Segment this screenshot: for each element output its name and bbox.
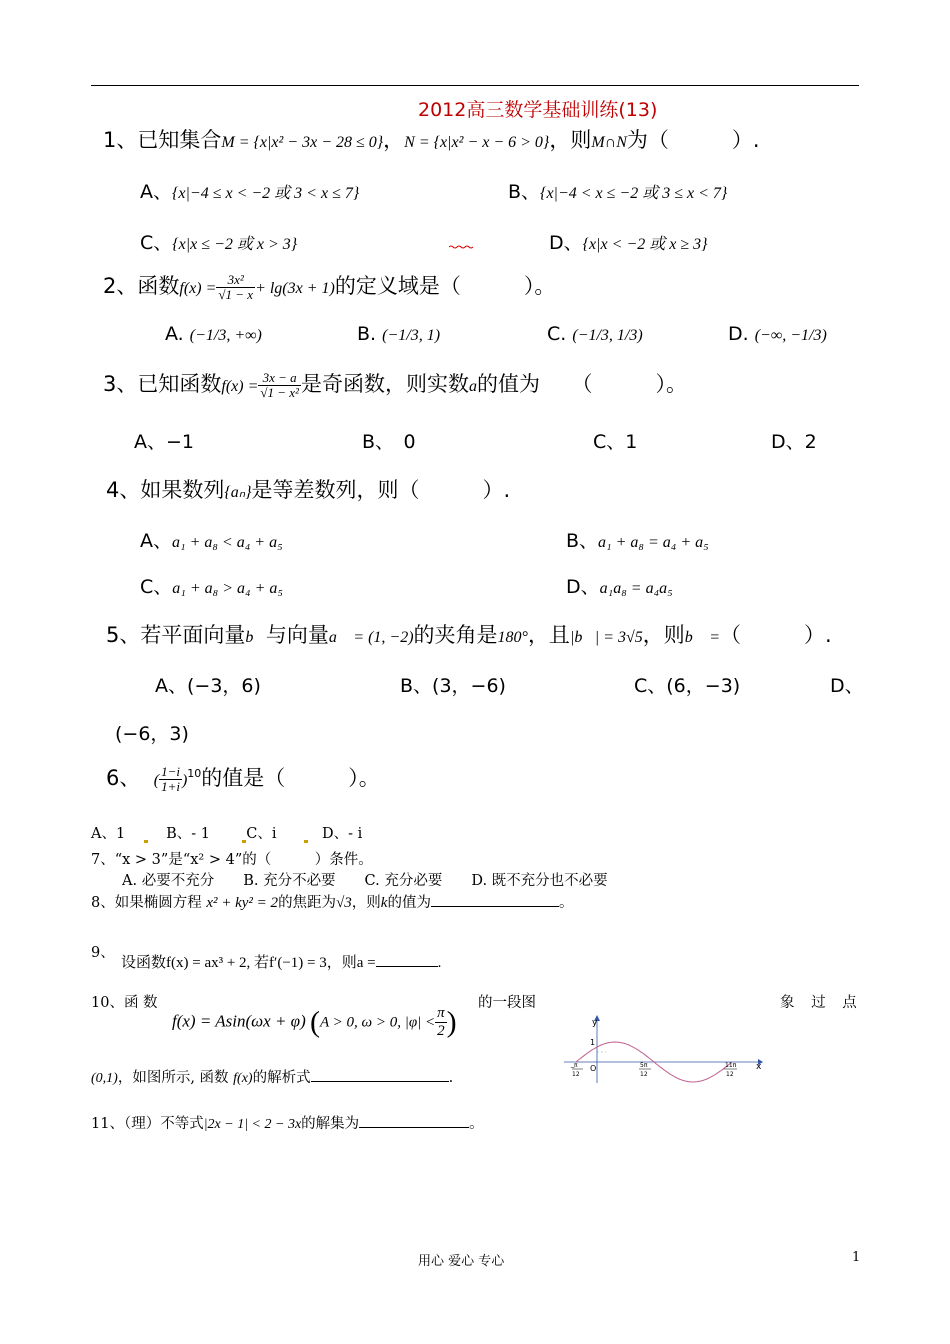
q2-pre: 函数 xyxy=(137,274,180,298)
q1-option-d-label: D、 xyxy=(549,232,583,254)
q2-option-d xyxy=(728,323,827,345)
question-9 xyxy=(121,951,441,972)
header-rule xyxy=(91,85,859,86)
sine-graph xyxy=(562,1013,772,1085)
q1-option-d-text: {x|x < −2 或 x ≥ 3} xyxy=(582,236,708,253)
q4-seq: {aₙ} xyxy=(224,484,252,501)
q8-answer-blank[interactable] xyxy=(431,906,559,907)
q10-point: (0,1) xyxy=(91,1071,118,1086)
question-3 xyxy=(103,368,687,400)
q3-option-d: D、2 xyxy=(771,431,817,453)
q5-mid: 与向量 xyxy=(265,623,329,647)
q1-option-a-text: {x|−4 ≤ x < −2 或 3 < x ≤ 7} xyxy=(172,185,360,202)
q10-number: 10、函 数 xyxy=(91,995,158,1011)
q4-option-c-label: C、 xyxy=(140,576,173,598)
q9-answer-blank[interactable] xyxy=(376,966,438,967)
q3-option-b: B、 0 xyxy=(362,431,416,453)
q1-number: 1、 xyxy=(103,128,138,152)
q1-option-b-text: {x|−4 < x ≤ −2 或 3 ≤ x < 7} xyxy=(540,185,728,202)
tick3-num: 11π xyxy=(725,1062,737,1069)
q5-number: 5、 xyxy=(106,623,141,647)
q10-fx: f(x) xyxy=(233,1071,253,1086)
question-11 xyxy=(91,1112,484,1133)
q1-option-c xyxy=(140,228,297,255)
q10-tail: 的一段图 xyxy=(478,995,536,1011)
q3-option-a: A、−1 xyxy=(134,431,195,453)
q6-option-c: C、i xyxy=(246,826,277,842)
q4-number: 4、 xyxy=(106,478,141,502)
q10-end: . xyxy=(448,1070,454,1086)
q8-pre: 8、如果椭圆方程 xyxy=(91,895,202,911)
q10-cond: A > 0, ω > 0, |φ| < xyxy=(319,1014,436,1031)
q2-option-b xyxy=(357,323,440,345)
q10-tail2: 象 过 点 xyxy=(780,995,863,1011)
tick2-den: 12 xyxy=(640,1071,648,1078)
q4-option-a xyxy=(140,526,283,553)
question-2 xyxy=(103,270,555,302)
q6-power: 10 xyxy=(187,767,202,780)
q3-numerator: 3x − a xyxy=(258,371,301,386)
q1-option-b-label: B、 xyxy=(508,181,541,203)
page-number: 1 xyxy=(852,1250,861,1265)
q5-mid2: 的夹角是 xyxy=(413,623,498,647)
q10-two: 2 xyxy=(437,1023,445,1039)
q3-fx: f(x) = xyxy=(221,378,259,395)
question-8 xyxy=(91,891,573,912)
q3-tail2: 的值为 （ ）。 xyxy=(476,372,687,396)
q6-tail: 的值是（ ）。 xyxy=(201,766,380,790)
q1-comma: ， xyxy=(383,128,405,152)
q8-tail: 的值为 xyxy=(387,895,431,911)
q4-option-c-text: a₁ + a₈ > a₄ + a₅ xyxy=(172,580,283,597)
q2-option-b-text: (−1/3, 1) xyxy=(382,327,441,344)
q2-option-d-label: D. xyxy=(728,323,749,345)
tick1-num: π xyxy=(574,1062,578,1069)
q1-option-a-label: A、 xyxy=(140,181,172,203)
q8-equation: x² + ky² = 2 xyxy=(206,895,279,911)
q4-option-b xyxy=(566,526,709,553)
q5-tail2: （ ）. xyxy=(720,623,832,647)
q9-number: 9、 xyxy=(91,945,115,961)
y-one-label: 1 xyxy=(590,1038,596,1047)
question-4 xyxy=(106,474,510,504)
q1-expr: M∩N xyxy=(591,134,627,151)
q3-option-c: C、1 xyxy=(593,431,638,453)
q1-option-c-label: C、 xyxy=(140,232,173,254)
q3-pre: 已知函数 xyxy=(137,372,222,396)
q10-line2-text: ，如图所示, 函数 xyxy=(117,1070,229,1086)
q6-option-d: D、- i xyxy=(321,826,363,842)
q4-pre: 如果数列 xyxy=(140,478,225,502)
q3-fraction xyxy=(258,371,301,400)
q2-rest: + lg(3x + 1) xyxy=(255,280,335,297)
q1-option-c-text: {x|x ≤ −2 或 x > 3} xyxy=(172,236,298,253)
q4-option-d xyxy=(566,572,673,599)
tick2-num: 5π xyxy=(640,1062,648,1069)
q2-numerator: 3x² xyxy=(216,273,255,288)
q10-line2 xyxy=(91,1066,453,1087)
q2-denominator: √1 − x xyxy=(218,286,254,302)
q2-option-d-text: (−∞, −1/3) xyxy=(754,327,827,344)
q4-option-b-label: B、 xyxy=(566,530,599,552)
q11-text: 11、（理）不等式 xyxy=(91,1116,204,1132)
q10-pi-fraction xyxy=(435,1005,447,1040)
q10-answer-blank[interactable] xyxy=(311,1081,449,1082)
origin-label: O xyxy=(590,1064,597,1073)
q5-option-c: C、(6，−3) xyxy=(634,675,741,697)
q7-options: A. 必要不充分 B. 充分不必要 C. 充分必要 D. 既不充分也不必要 xyxy=(122,873,608,889)
q5-option-d-value: (−6，3) xyxy=(115,723,189,745)
q5-angle: 180° xyxy=(497,629,528,646)
q2-number: 2、 xyxy=(103,274,138,298)
q6-number: 6、 xyxy=(106,766,141,790)
q9-text: 设函数f(x) = ax³ + 2, 若f′(−1) = 3，则a = xyxy=(121,955,376,971)
q6-numerator: 1−i xyxy=(161,763,180,779)
q6-fraction xyxy=(159,765,182,794)
q3-denominator: √1 − x² xyxy=(260,384,299,400)
q6-denominator: 1+i xyxy=(161,778,180,794)
q4-option-d-label: D、 xyxy=(566,576,600,598)
q1-pre: 已知集合 xyxy=(137,128,222,152)
q5-vector-b2: b⃗ = xyxy=(684,629,721,646)
q1-option-a xyxy=(140,177,359,204)
q2-option-b-label: B. xyxy=(357,323,377,345)
q2-option-c xyxy=(547,323,643,345)
q1-post: ，则 xyxy=(549,128,592,152)
tick1-sign: − xyxy=(570,1064,576,1071)
q10-pi: π xyxy=(437,1005,445,1021)
q4-option-d-text: a₁a₈ = a₄a₅ xyxy=(599,580,673,597)
question-5 xyxy=(106,619,832,649)
q2-tail: 的定义域是（ ）。 xyxy=(334,274,556,298)
q11-expr: |2x − 1| < 2 − 3x xyxy=(203,1117,302,1132)
q11-answer-blank[interactable] xyxy=(359,1127,469,1128)
page-title: 2012高三数学基础训练(13) xyxy=(418,99,658,121)
q8-value: √3 xyxy=(336,895,352,911)
q1-set-m: M = {x|x² − 3x − 28 ≤ 0} xyxy=(221,134,384,151)
q1-option-b xyxy=(508,177,727,204)
x-axis-label: x xyxy=(756,1062,762,1072)
q2-fraction xyxy=(216,273,255,302)
q6-option-b: B、- 1 xyxy=(166,826,210,842)
q11-tail: 的解集为 xyxy=(301,1116,360,1132)
q5-option-b: B、(3，−6) xyxy=(400,675,506,697)
q4-tail: 是等差数列，则（ ）. xyxy=(251,478,511,502)
q5-option-a: A、(−3，6) xyxy=(155,675,261,697)
q4-option-c xyxy=(140,572,283,599)
question-1 xyxy=(103,124,760,154)
q8-end: 。 xyxy=(558,895,574,911)
q2-option-c-text: (−1/3, 1/3) xyxy=(572,327,643,344)
spellcheck-squiggle xyxy=(449,245,475,249)
question-7: 7、“x > 3”是“x² > 4”的（ ）条件。 xyxy=(91,852,373,868)
footer-text: 用心 爱心 专心 xyxy=(418,1254,505,1269)
q5-norm: |b⃗| = 3√5 xyxy=(569,629,643,646)
question-6: 6、 ( $\frac{1-i}{1+i}$ )$^{10}$的值是（ ）。 xyxy=(106,763,380,794)
q6-options xyxy=(91,822,362,843)
q5-mid3: ，且 xyxy=(527,623,570,647)
q11-end: 。 xyxy=(469,1116,484,1132)
q2-option-c-label: C. xyxy=(547,323,567,345)
q5-option-d: D、 xyxy=(830,675,864,697)
q2-option-a-text: (−1/3, +∞) xyxy=(189,327,262,344)
q3-number: 3、 xyxy=(103,372,138,396)
q4-option-b-text: a₁ + a₈ = a₄ + a₅ xyxy=(598,534,709,551)
q10-expression: f(x) = Asin(ωx + φ) (A > 0, ω > 0, |φ| < $\frac{\pi}{2}$ ) xyxy=(172,1005,457,1039)
q1-tail: 为（ ）. xyxy=(626,128,760,152)
q3-var: a xyxy=(468,378,477,395)
q1-option-d xyxy=(549,228,708,255)
q8-k: k xyxy=(380,895,388,911)
q5-tail: ，则 xyxy=(642,623,685,647)
q3-tail1: 是奇函数，则实数 xyxy=(300,372,469,396)
tick3-den: 12 xyxy=(726,1071,734,1078)
tick1-den: 12 xyxy=(572,1071,580,1078)
q1-set-n: N = {x|x² − x − 6 > 0} xyxy=(404,134,550,151)
q4-option-a-text: a₁ + a₈ < a₄ + a₅ xyxy=(172,534,283,551)
q10-expr: f(x) = Asin(ωx + φ) xyxy=(172,1011,306,1031)
q5-pre: 若平面向量 xyxy=(140,623,246,647)
q5-vector-a: a⃗ = (1, −2) xyxy=(328,629,414,646)
q10-line2b: 的解析式 xyxy=(252,1070,311,1086)
q8-mid: 的焦距为 xyxy=(278,895,337,911)
q5-vector-b: b⃗ xyxy=(245,629,266,646)
q8-mid2: ，则 xyxy=(351,895,381,911)
q9-end: . xyxy=(437,955,442,971)
y-axis-label: y xyxy=(592,1018,598,1028)
q6-option-a: A、1 xyxy=(91,826,126,842)
q4-option-a-label: A、 xyxy=(140,530,172,552)
q2-option-a xyxy=(165,323,262,345)
q2-option-a-label: A. xyxy=(165,323,184,345)
q2-fx: f(x) = xyxy=(179,280,217,297)
